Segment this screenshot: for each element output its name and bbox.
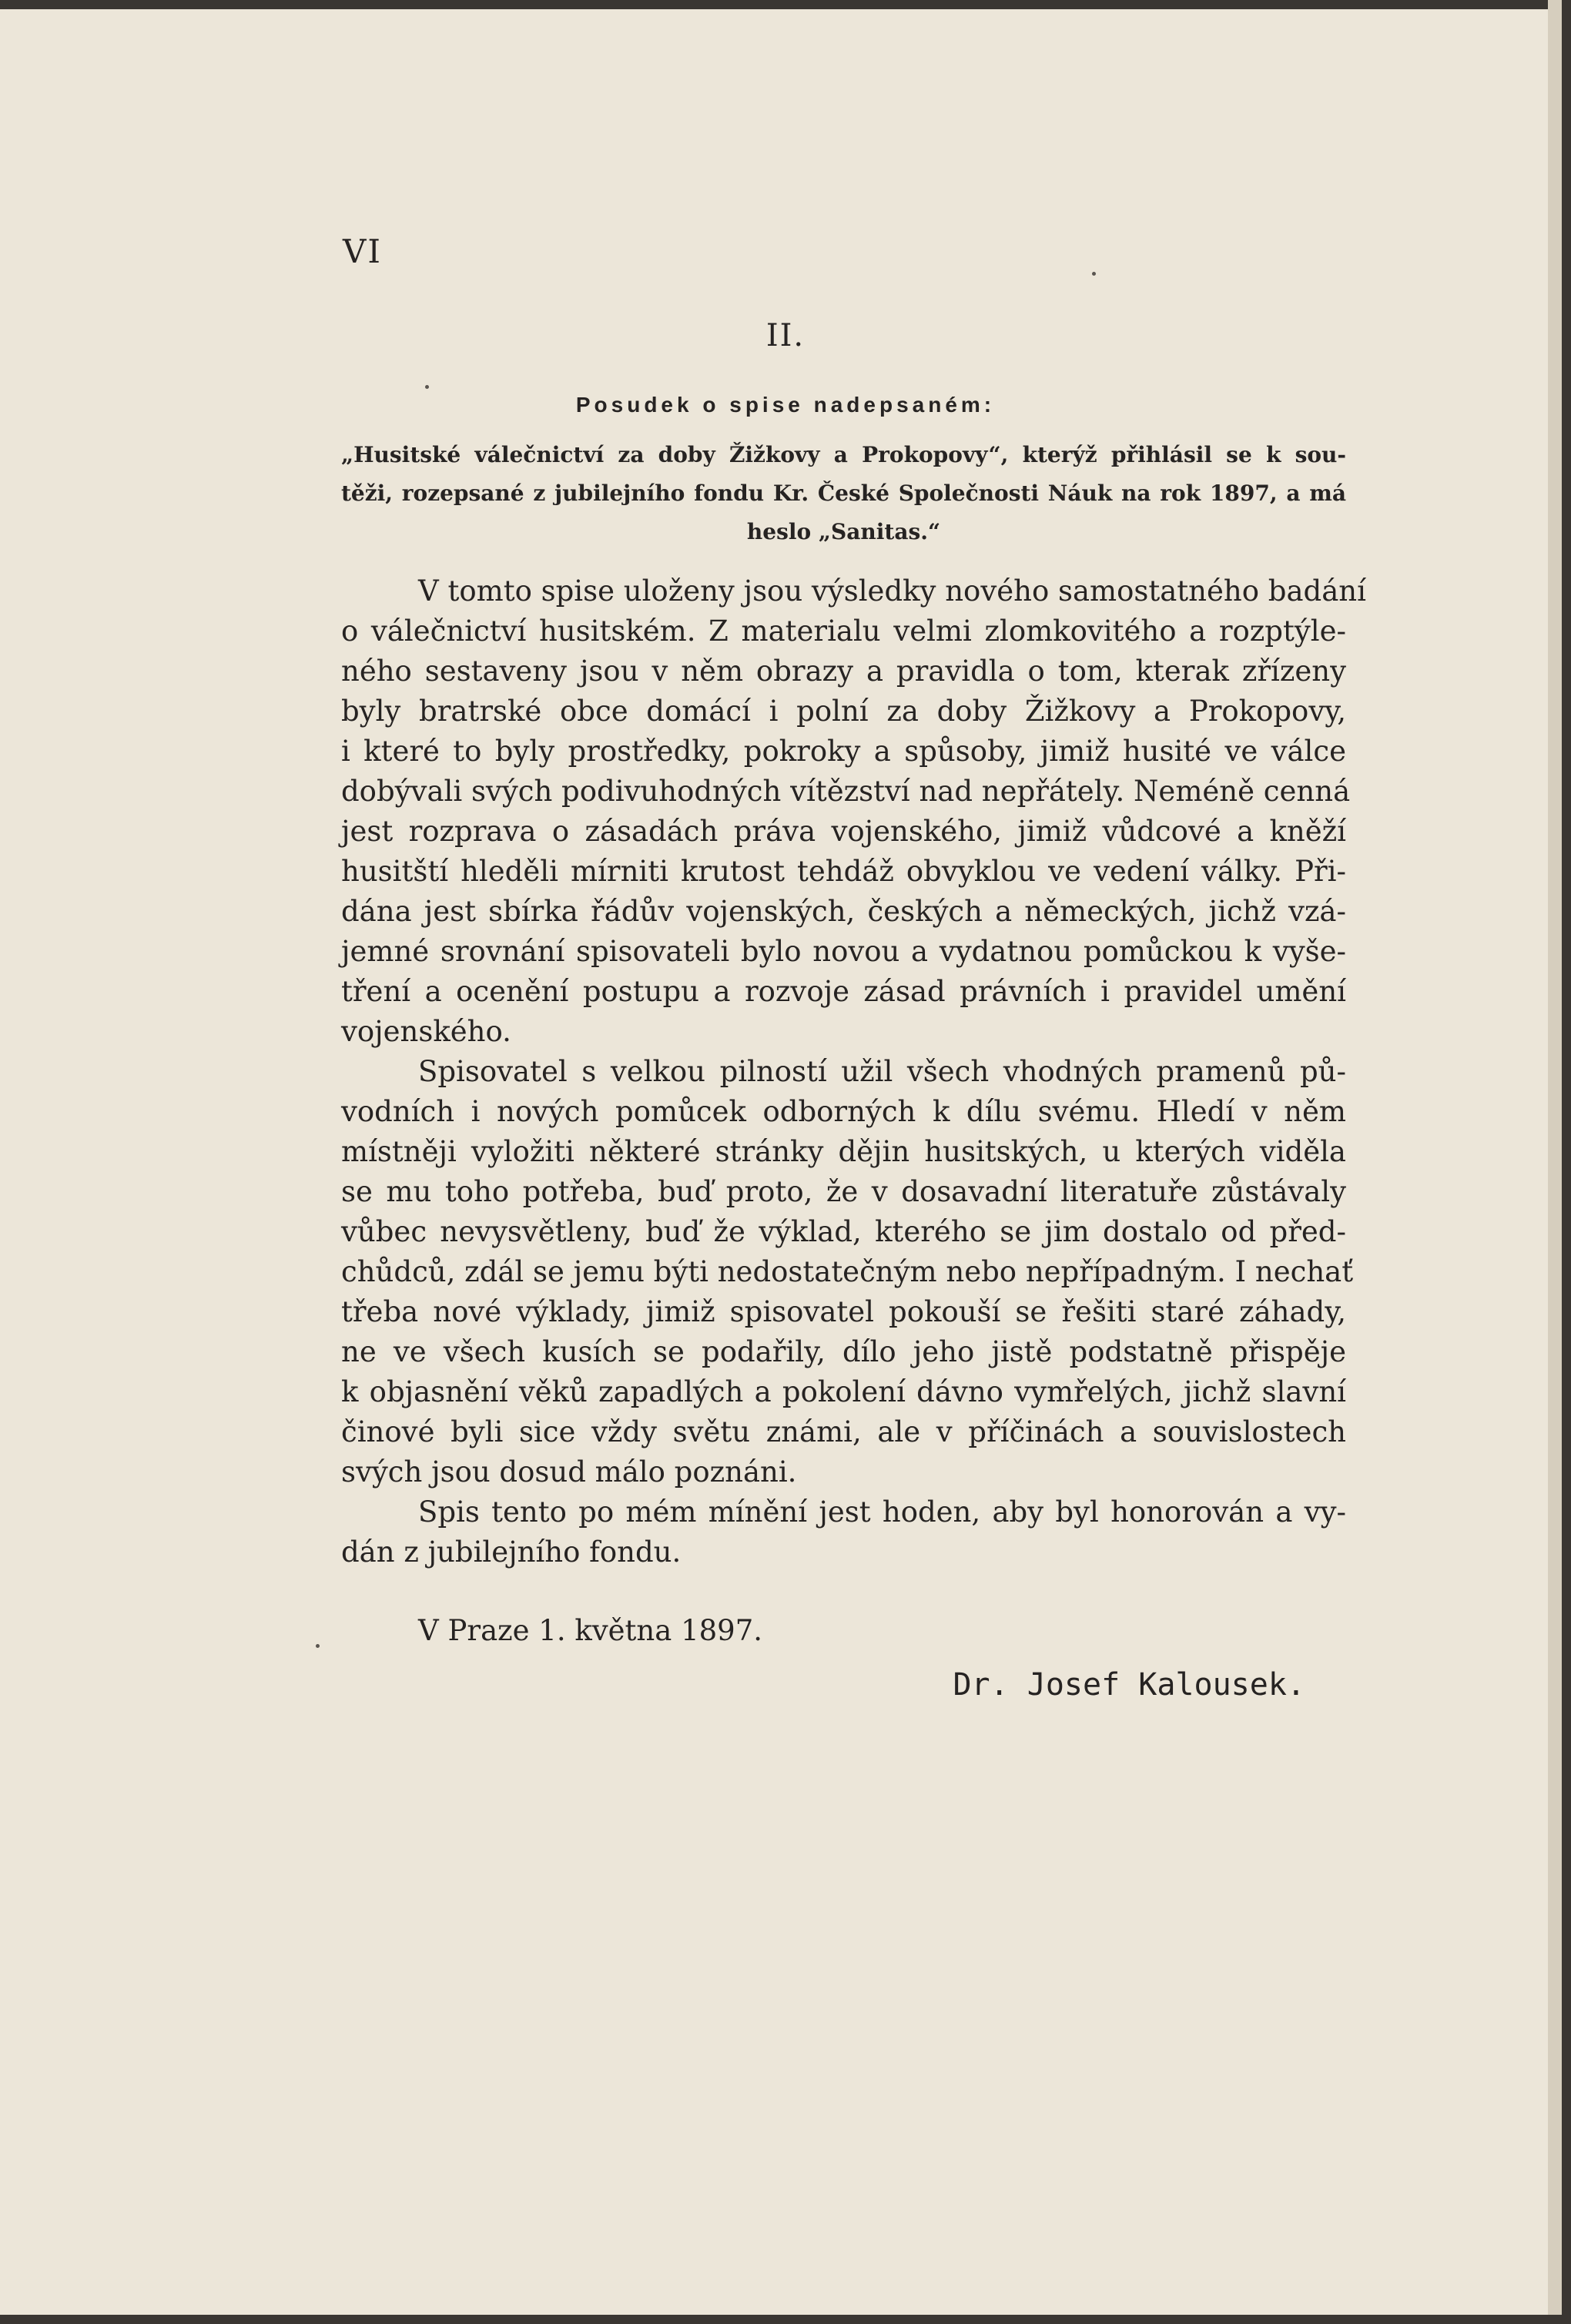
print-speck [1092, 272, 1096, 276]
body-line: Spisovatel s velkou pilností užil všech vhodných pramenů pů- [418, 1055, 1346, 1088]
section-number: II. [765, 318, 806, 353]
body-line: k objasnění věků zapadlých a pokolení dávno vymřelých, jichž slavní [341, 1375, 1346, 1408]
body-line: o válečnictví husitském. Z materialu velmi zlomkovitého a rozptýle- [341, 614, 1346, 648]
body-line: Spis tento po mém mínění jest hoden, aby byl honorován a vy- [418, 1495, 1346, 1529]
body-line: ného sestaveny jsou v něm obrazy a pravidla o tom, kterak zřízeny [341, 655, 1346, 688]
submission-note-line: těži, rozepsané z jubilejního fondu Kr. České Společnosti Náuk na rok 1897, a má [341, 481, 1346, 506]
body-line: vodních i nových pomůcek odborných k dílu svému. Hledí v něm [341, 1095, 1346, 1128]
body-line: dobývali svých podivuhodných vítězství nad nepřátely. Neméně cenná [341, 775, 1351, 808]
body-line: tření a ocenění postupu a rozvoje zásad právních i pravidel umění [341, 975, 1346, 1008]
submission-note-line: „Husitské válečnictví za doby Žižkovy a Prokopovy“, kterýž přihlásil se k sou- [341, 442, 1346, 467]
body-line: místněji vyložiti některé stránky dějin husitských, u kterých viděla [341, 1135, 1346, 1168]
body-line: jest rozprava o zásadách práva vojenského, jimiž vůdcové a kněží [341, 815, 1346, 848]
body-line: byly bratrské obce domácí i polní za doby Žižkovy a Prokopovy, [341, 695, 1346, 728]
body-line: vojenského. [341, 1015, 511, 1048]
body-line: husitští hleděli mírniti krutost tehdáž obvyklou ve vedení války. Při- [341, 855, 1346, 888]
body-line: dán z jubilejního fondu. [341, 1535, 682, 1569]
body-line: třeba nové výklady, jimiž spisovatel pokouší se řešiti staré záhady, [341, 1295, 1346, 1328]
submission-note-line: heslo „Sanitas.“ [746, 519, 941, 544]
body-line: se mu toho potřeba, buď proto, že v dosavadní literatuře zůstávaly [341, 1175, 1346, 1208]
signature: Dr. Josef Kalousek. [953, 1667, 1305, 1703]
body-line: činové byli sice vždy světu známi, ale v příčinách a souvislostech [341, 1415, 1346, 1448]
scan-border-bottom [0, 2315, 1571, 2324]
page-number: VI [343, 233, 382, 270]
body-line: chůdců, zdál se jemu býti nedostatečným nebo nepřípadným. I nechať [341, 1255, 1354, 1288]
body-line: dána jest sbírka řádův vojenských, českých a německých, jichž vzá- [341, 895, 1346, 928]
review-heading: Posudek o spise nadepsaném: [575, 393, 996, 417]
submission-note [341, 436, 1346, 551]
date-place: V Praze 1. května 1897. [418, 1614, 762, 1647]
body-line: svých jsou dosud málo poznáni. [341, 1455, 797, 1488]
print-speck [316, 1644, 320, 1648]
review-body [341, 571, 1366, 1572]
body-line: jemné srovnání spisovateli bylo novou a vydatnou pomůckou k vyše- [341, 935, 1346, 968]
print-speck [425, 385, 429, 389]
body-line: i které to byly prostředky, pokroky a spůsoby, jimiž husité ve válce [341, 735, 1346, 768]
body-line: ne ve všech kusích se podařily, dílo jeho jistě podstatně přispěje [341, 1335, 1346, 1368]
body-line: V tomto spise uloženy jsou výsledky nového samostatného badání [418, 574, 1366, 608]
scan-border-top [0, 0, 1571, 9]
body-line: vůbec nevysvětleny, buď že výklad, kterého se jim dostalo od před- [341, 1215, 1346, 1248]
